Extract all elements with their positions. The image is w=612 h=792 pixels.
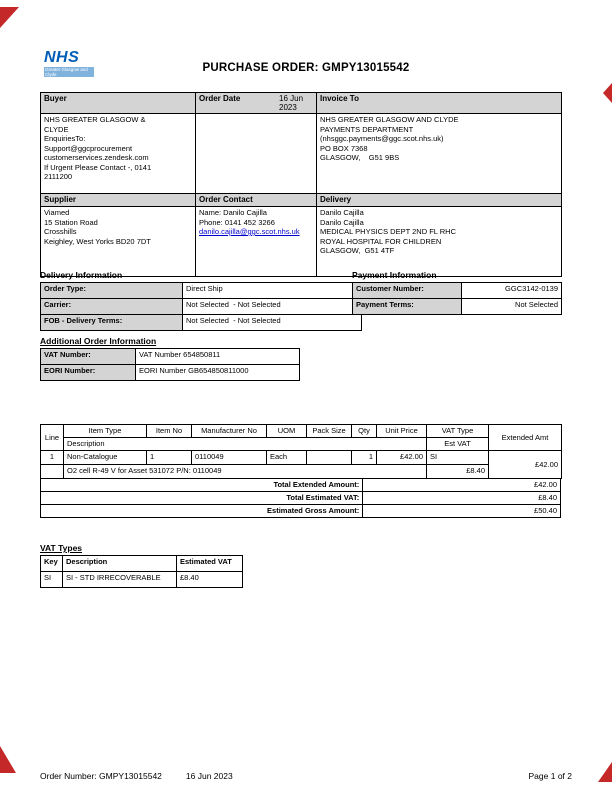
fob-delivery-terms-value: Not Selected - Not Selected [183, 315, 362, 331]
footer-order-number: Order Number: GMPY13015542 [40, 771, 162, 781]
item-pack-size [307, 451, 352, 465]
carrier-value: Not Selected - Not Selected [183, 299, 362, 315]
order-type-label: Order Type: [41, 283, 183, 299]
line-items-table [40, 424, 562, 479]
order-type-value: Direct Ship [183, 283, 362, 299]
order-date-label: Order Date [199, 94, 241, 103]
carrier-label: Carrier: [41, 299, 183, 315]
estimated-gross-amount-label: Estimated Gross Amount: [41, 505, 363, 518]
eori-number-value: EORI Number GB654850811000 [136, 365, 300, 381]
payment-terms-value: Not Selected [462, 299, 562, 315]
page-title: PURCHASE ORDER: GMPY13015542 [202, 62, 410, 74]
customer-number-value: GGC3142-0139 [462, 283, 562, 299]
payment-information-table [352, 282, 562, 315]
crop-mark-bottom-left-icon [0, 746, 16, 773]
vat-estimated-vat-value: £8.40 [177, 572, 243, 588]
item-manufacturer-no: 0110049 [192, 451, 267, 465]
buyer-line: If Urgent Please Contact -, 0141 [44, 162, 152, 172]
payment-terms-label: Payment Terms: [353, 299, 462, 315]
nhs-logo-org-band: Greater Glasgow and Clyde [44, 67, 94, 77]
col-header-item-type: Item Type [64, 425, 147, 438]
buyer-header: Buyer [41, 93, 196, 114]
delivery-line: Danilo Cajilla [320, 217, 364, 227]
contact-name: Name: Danilo Cajilla [199, 208, 267, 217]
crop-mark-right-edge-icon [603, 83, 612, 103]
totals-table [40, 478, 561, 518]
delivery-header: Delivery [317, 194, 562, 207]
vat-number-label: VAT Number: [41, 349, 136, 365]
delivery-details [317, 207, 562, 277]
buyer-line: CLYDE [44, 124, 69, 134]
col-header-line: Line [41, 425, 64, 451]
item-type: Non-Catalogue [64, 451, 147, 465]
delivery-information-title: Delivery Information [40, 270, 123, 280]
order-date-value: 16 Jun 2023 [279, 94, 304, 112]
nhs-logo-text: NHS [44, 49, 80, 66]
additional-order-information-title: Additional Order Information [40, 336, 157, 346]
item-vat-type: SI [427, 451, 489, 465]
delivery-line: MEDICAL PHYSICS DEPT 2ND FL RHC [320, 227, 456, 236]
col-header-manufacturer-no: Manufacturer No [192, 425, 267, 438]
item-extended-amt: £42.00 [489, 451, 562, 479]
buyer-line: 2111200 [44, 172, 73, 181]
total-extended-amount-label: Total Extended Amount: [41, 479, 363, 492]
payment-information-title: Payment Information [352, 270, 437, 280]
vat-type-row [41, 572, 243, 588]
invoice-to-line: (nhsggc.payments@ggc.scot.nhs.uk) [320, 134, 444, 143]
order-date-header-cell [196, 93, 317, 114]
estimated-gross-amount-value: £50.40 [363, 505, 561, 518]
supplier-line: 15 Station Road [44, 217, 98, 227]
vat-types-table [40, 555, 243, 588]
invoice-to-line: PAYMENTS DEPARTMENT [320, 124, 414, 134]
contact-phone: Phone: 0141 452 3266 [199, 217, 275, 227]
col-header-description: Description [64, 438, 427, 451]
item-unit-price: £42.00 [377, 451, 427, 465]
invoice-to-header: Invoice To [317, 93, 562, 114]
buyer-details [41, 114, 196, 194]
line-items-section [40, 424, 561, 518]
fob-delivery-terms-label: FOB - Delivery Terms: [41, 315, 183, 331]
vat-description-value: SI - STD IRRECOVERABLE [63, 572, 177, 588]
item-no: 1 [147, 451, 192, 465]
item-uom: Each [267, 451, 307, 465]
delivery-line: Danilo Cajilla [320, 208, 364, 217]
vat-description-header: Description [63, 556, 177, 572]
item-description: O2 cell R-49 V for Asset 531072 P/N: 0110049 [64, 465, 427, 479]
invoice-to-line: PO BOX 7368 [320, 143, 368, 153]
line-item-description-row [41, 465, 562, 479]
total-estimated-vat-label: Total Estimated VAT: [41, 492, 363, 505]
buyer-line: NHS GREATER GLASGOW & [44, 115, 146, 124]
vat-types-title: VAT Types [40, 543, 83, 553]
vat-estimated-vat-header: Estimated VAT [177, 556, 243, 572]
col-header-uom: UOM [267, 425, 307, 438]
delivery-information-section [40, 270, 361, 331]
total-estimated-vat-value: £8.40 [363, 492, 561, 505]
invoice-to-details [317, 114, 562, 194]
order-contact-details [196, 207, 317, 277]
col-header-unit-price: Unit Price [377, 425, 427, 438]
item-line-no: 1 [41, 451, 64, 465]
eori-number-label: EORI Number: [41, 365, 136, 381]
vat-key-value: SI [41, 572, 63, 588]
item-qty: 1 [352, 451, 377, 465]
col-header-extended-amt: Extended Amt [489, 425, 562, 451]
order-date-empty-cell [196, 114, 317, 194]
contact-email-link[interactable]: danilo.cajilla@ggc.scot.nhs.uk [199, 227, 300, 236]
invoice-to-line: NHS GREATER GLASGOW AND CLYDE [320, 115, 459, 124]
buyer-line: EnquiriesTo: [44, 134, 86, 143]
col-header-item-no: Item No [147, 425, 192, 438]
col-header-qty: Qty [352, 425, 377, 438]
vat-key-header: Key [41, 556, 63, 572]
vat-number-value: VAT Number 654850811 [136, 349, 300, 365]
col-header-vat-type: VAT Type [427, 425, 489, 438]
col-header-pack-size: Pack Size [307, 425, 352, 438]
invoice-to-line: GLASGOW, G51 9BS [320, 153, 400, 162]
crop-mark-bottom-right-icon [598, 762, 612, 782]
page-footer [40, 771, 572, 781]
delivery-line: GLASGOW, G51 4TF [320, 246, 395, 255]
item-line-spacer [41, 465, 64, 479]
additional-order-information-section [40, 336, 299, 381]
payment-information-section [352, 270, 561, 315]
supplier-line: Viamed [44, 208, 70, 217]
delivery-line: ROYAL HOSPITAL FOR CHILDREN [320, 236, 442, 246]
order-contact-header: Order Contact [196, 194, 317, 207]
line-item-row [41, 451, 562, 465]
supplier-line: Crosshills [44, 227, 77, 236]
crop-mark-top-left-icon [0, 7, 19, 28]
buyer-line: Support@ggcprocurement [44, 143, 133, 153]
additional-order-information-table [40, 348, 300, 381]
footer-date: 16 Jun 2023 [185, 771, 233, 781]
delivery-information-table [40, 282, 362, 331]
footer-page-indicator: Page 1 of 2 [528, 771, 572, 781]
order-info-table [40, 92, 562, 277]
supplier-line: Keighley, West Yorks BD20 7DT [44, 236, 151, 246]
total-extended-amount-value: £42.00 [363, 479, 561, 492]
vat-types-section [40, 543, 242, 588]
item-est-vat: £8.40 [427, 465, 489, 479]
customer-number-label: Customer Number: [353, 283, 462, 299]
buyer-line: customerservices.zendesk.com [44, 153, 149, 162]
supplier-header: Supplier [41, 194, 196, 207]
supplier-details [41, 207, 196, 277]
col-header-est-vat: Est VAT [427, 438, 489, 451]
